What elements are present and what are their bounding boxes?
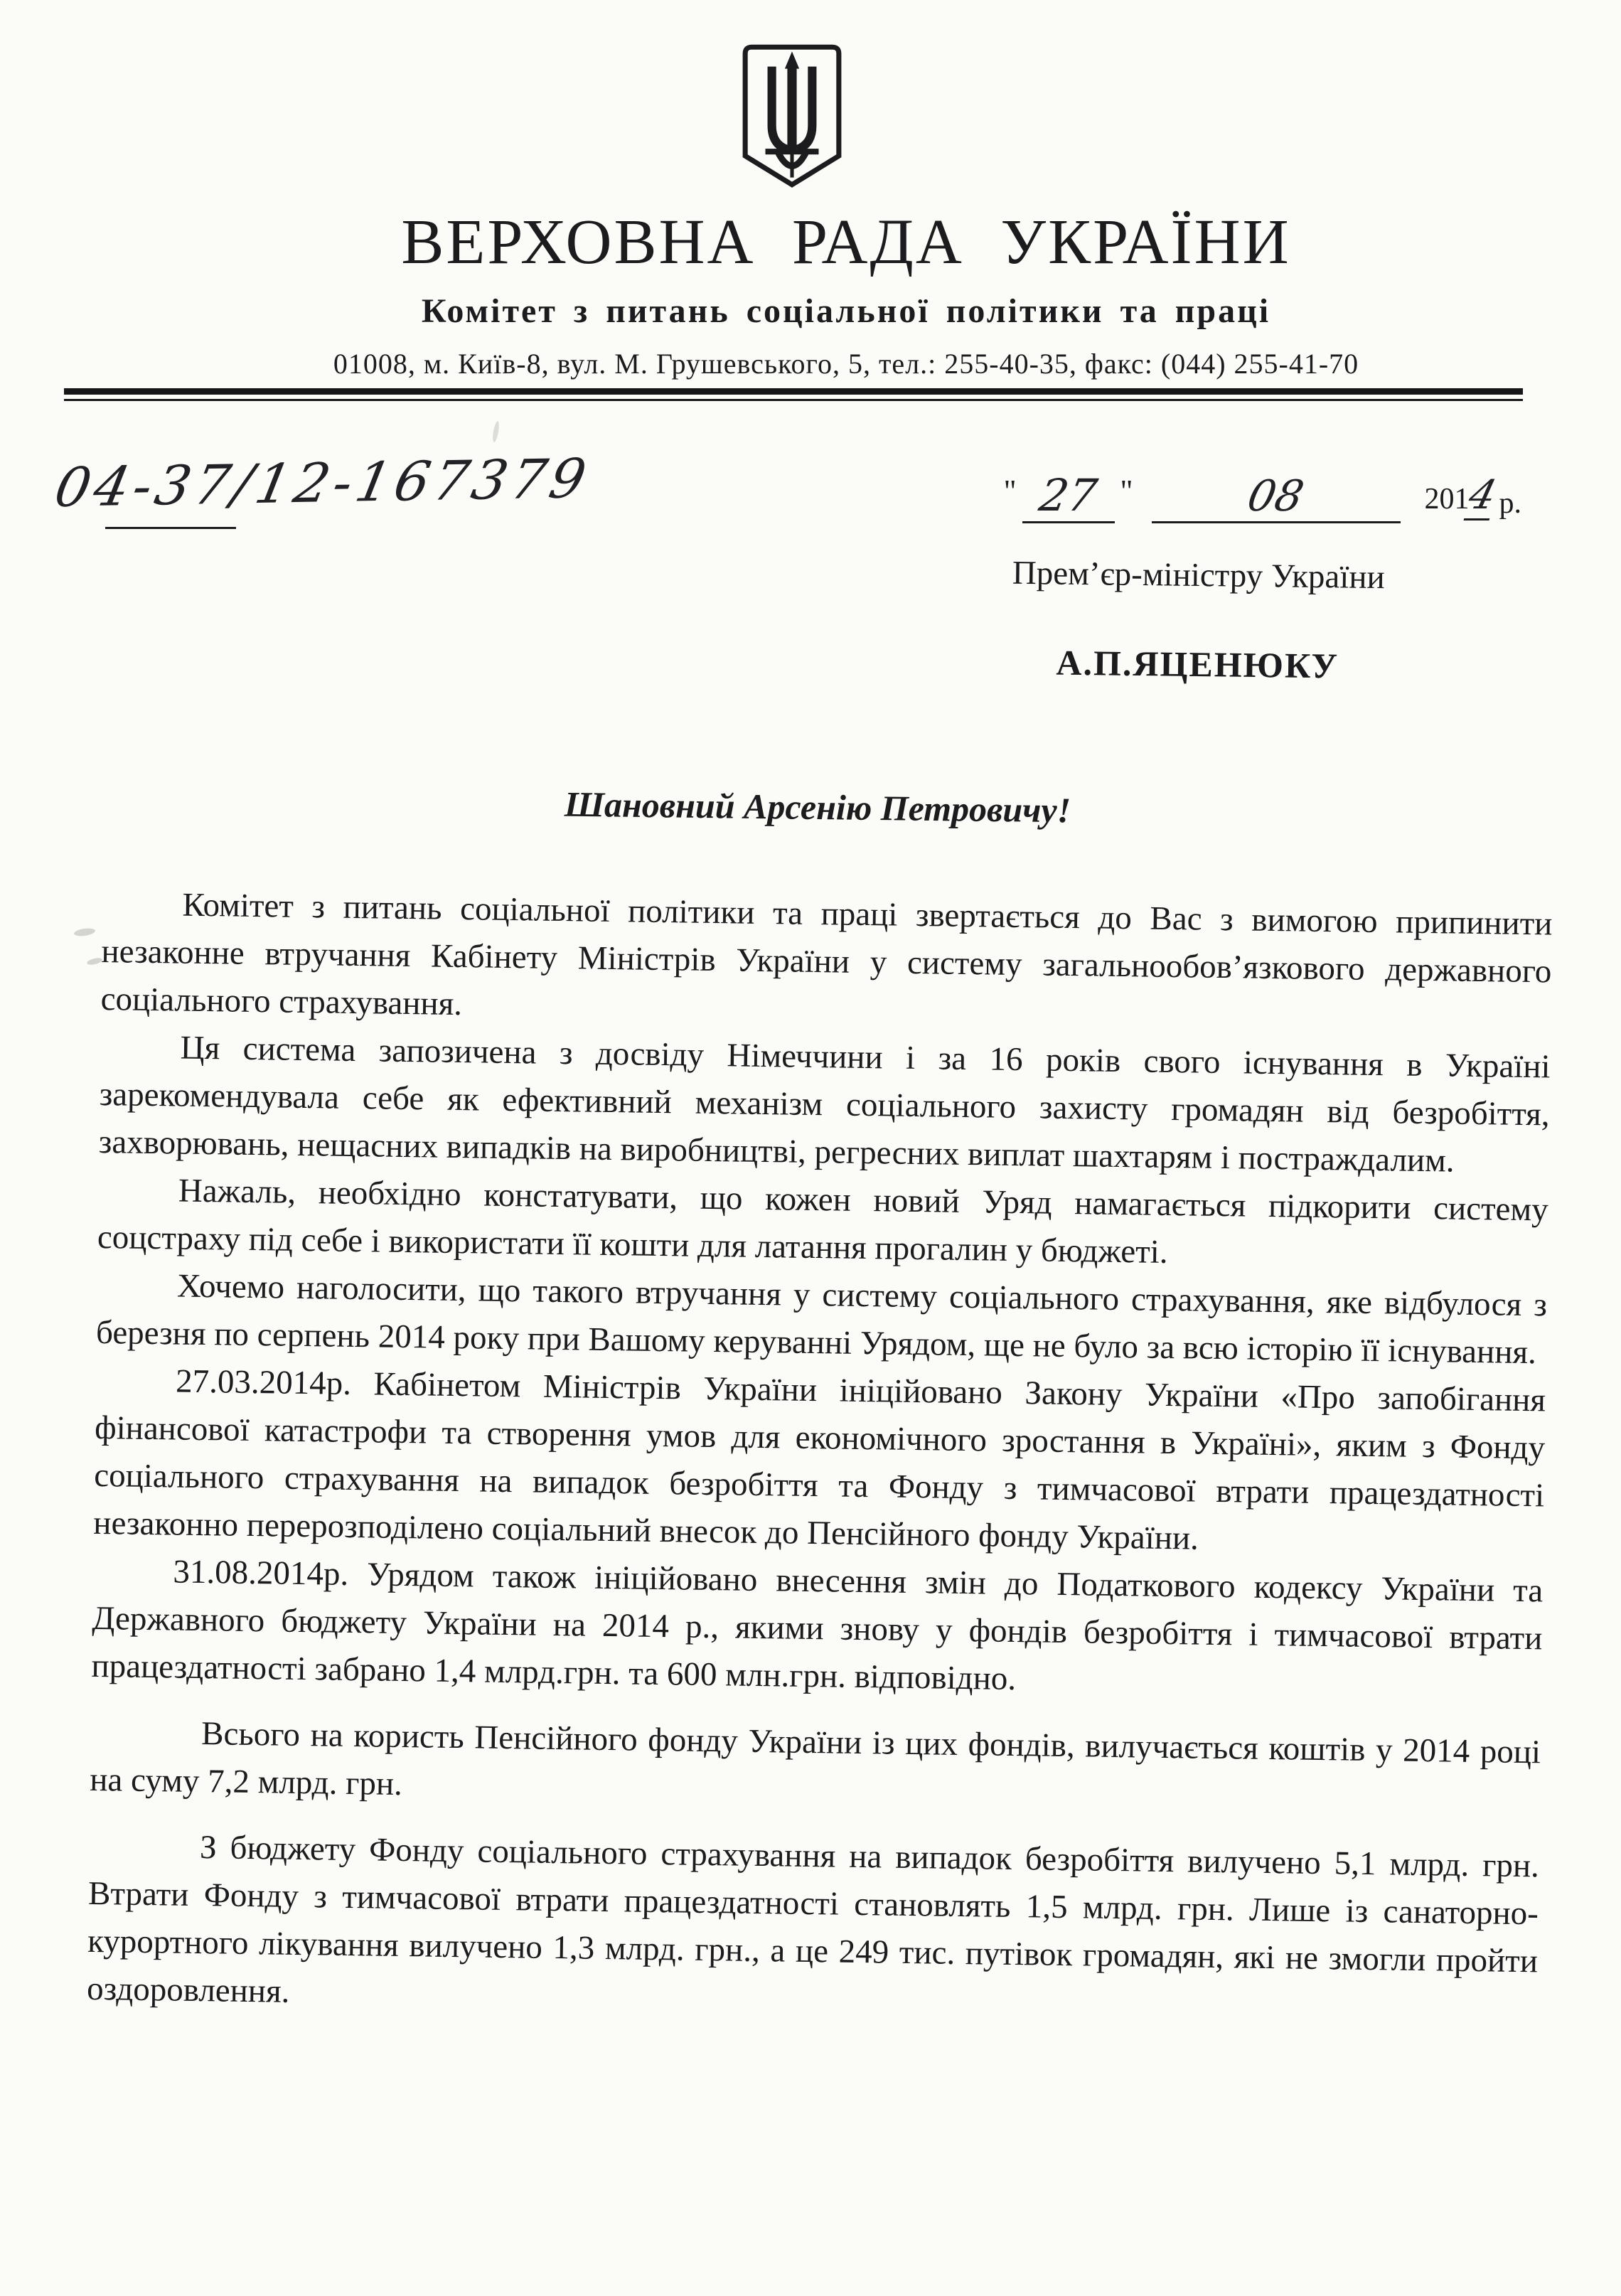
addressee-block	[952, 556, 1444, 685]
reference-number-field	[50, 446, 596, 519]
close-quote: "	[1120, 474, 1133, 508]
reference-underline	[105, 527, 236, 529]
address-line: 01008, м. Київ-8, вул. М. Грушевського, 5, тел.: 255-40-35, факс: (044) 255-41-70	[333, 348, 1359, 380]
addressee-position: Прем’єр-міністру України	[1012, 554, 1385, 597]
salutation: Шановний Арсенію Петровичу!	[564, 784, 1071, 831]
date-year	[1424, 472, 1501, 523]
year-printed: 201	[1424, 483, 1470, 516]
scan-speck	[86, 956, 102, 966]
open-quote: "	[1003, 474, 1017, 508]
organization-title: ВЕРХОВНА РАДА УКРАЇНИ	[401, 207, 1291, 277]
body-paragraph: 31.08.2014р. Урядом також ініційовано внесення змін до Податкового кодексу України та Державного бюджету України на 2014 р., якими знову у фондів безробіття і тимчасової втрати працездатності забрано 1,4 млрд.грн. та 600 млн.грн. відповідно.	[91, 1553, 1544, 1698]
body-paragraph: Всього на користь Пенсійного фонду України із цих фондів, вилучається коштів у 2014 році на суму 7,2 млрд. грн.	[89, 1715, 1541, 1803]
ukraine-trident-icon	[737, 41, 847, 191]
year-suffix: р.	[1499, 487, 1521, 520]
body-paragraph: Ця система запозичена з досвіду Німеччини і за 16 років свого існування в Україні зарекомендувала себе як ефективний механізм соціального захисту громадян від безробіття, захворювань, нещасних випадків на виробництві, регресних виплат шахтарям і постраждалим.	[98, 1029, 1551, 1180]
reference-row	[50, 417, 1521, 523]
ukraine-trident-emblem	[737, 41, 847, 191]
letter-body	[87, 880, 1553, 2033]
handwritten-year-digit: 4	[1463, 472, 1501, 520]
body-paragraph: 27.03.2014р. Кабінетом Міністрів України ініційовано Закону України «Про запобігання фінансової катастрофи та створення умов для економічного зростання в Україні», яким з Фонду соціального страхування на випадок безробіття та Фонду з тимчасової втрати працездатності незаконно перерозподілено соціальний внесок до Пенсійного фонду України.	[93, 1362, 1546, 1557]
handwritten-month: 08	[1243, 471, 1309, 521]
handwritten-reference-number: 04-37/12-167379	[50, 446, 596, 519]
body-paragraph: Комітет з питань соціальної політики та праці звертається до Вас з вимогою припинити незаконне втручання Кабінету Міністрів України у систему загальнообов’язкового державного соціального страхування.	[100, 886, 1553, 1023]
date-month-blank	[1152, 471, 1401, 523]
scan-speck	[73, 927, 95, 937]
addressee-name: А.П.ЯЦЕНЮКУ	[1056, 642, 1339, 686]
divider-thick-line	[64, 388, 1523, 395]
body-paragraph: Нажаль, необхідно констатувати, що кожен новий Уряд намагається підкорити систему соцстраху під себе і використати її кошти для латання прогалин у бюджеті.	[97, 1172, 1549, 1271]
letterhead-divider	[64, 388, 1523, 401]
date-field	[1004, 469, 1521, 523]
date-day-blank	[1022, 469, 1115, 523]
body-paragraph: З бюджету Фонду соціального страхування на випадок безробіття вилучено 5,1 млрд. грн. Втрати Фонду з тимчасової втрати працездатності становлять 1,5 млрд. грн. Лише із санаторно-курортного лікування вилучено 1,3 млрд. грн., а це 249 тис. путівок громадян, які не змогли пройти оздоровлення.	[86, 1829, 1540, 2010]
handwritten-day: 27	[1035, 469, 1101, 521]
body-paragraph: Хочемо наголосити, що такого втручання у систему соціального страхування, яке відбулося з березня по серпень 2014 року при Вашому керуванні Урядом, ще не було за всю історію її існування.	[95, 1267, 1548, 1372]
committee-name: Комітет з питань соціальної політики та праці	[421, 292, 1271, 330]
divider-thin-line	[64, 399, 1523, 401]
